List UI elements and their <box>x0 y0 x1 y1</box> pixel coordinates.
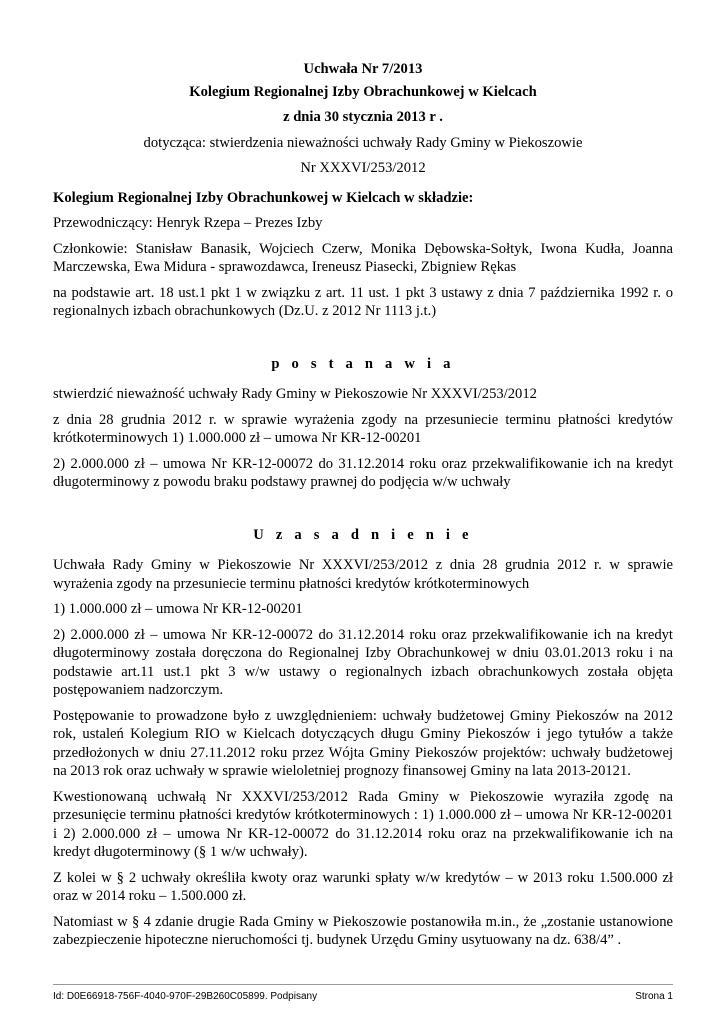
decision-para-3: 2) 2.000.000 zł – umowa Nr KR-12-00072 do 31.12.2014 roku oraz przekwalifikowanie ich na kredyt długoterminowy z powodu braku podstawy prawnej do podjęcia w/w uchwały <box>53 455 673 490</box>
decision-para-2: z dnia 28 grudnia 2012 r. w sprawie wyrażenia zgody na przesuniecie terminu płatności kredytów krótkoterminowych 1) 1.000.000 zł – umowa Nr KR-12-00201 <box>53 411 673 446</box>
justification-para-1: Uchwała Rady Gminy w Piekoszowie Nr XXXVI/253/2012 z dnia 28 grudnia 2012 r. w sprawie wyrażenia zgody na przesuniecie terminu płatności kredytów krótkoterminowych <box>53 557 673 592</box>
resolution-subject-number: Nr XXXVI/253/2012 <box>300 160 426 176</box>
page-footer <box>53 984 673 1003</box>
decision-heading: p o s t a n a w i a <box>271 355 455 372</box>
justification-heading: U z a s a d n i e n i e <box>253 526 473 543</box>
decision-para-1: stwierdzić nieważność uchwały Rady Gminy w Piekoszowie Nr XXXVI/253/2012 <box>53 386 537 402</box>
resolution-date: z dnia 30 stycznia 2013 r . <box>283 109 443 125</box>
resolution-subject: dotycząca: stwierdzenia nieważności uchwały Rady Gminy w Piekoszowie <box>143 134 583 151</box>
justification-para-7: Natomiast w § 4 zdanie drugie Rada Gminy w Piekoszowie postanowiła m.in., że „zostanie ustanowione zabezpieczenie hipoteczne nieruchomości tj. budynek Urzędu Gminy usytuowany na dz. 638/4” . <box>53 913 673 948</box>
legal-basis: na podstawie art. 18 ust.1 pkt 1 w związku z art. 11 ust. 1 pkt 3 ustawy z dnia 7 października 1992 r. o regionalnych izbach obrachunkowych (Dz.U. z 2012 Nr 1113 j.t.) <box>53 284 673 319</box>
justification-para-3: 2) 2.000.000 zł – umowa Nr KR-12-00072 do 31.12.2014 roku oraz przekwalifikowanie ich na kredyt długoterminowy została doręczona do Regionalnej Izby Obrachunkowej w dniu 03.01.2013 roku i na podstawie art.11 ust.1 pkt 3 w/w ustawy o regionalnych izbach obrachunkowych została objęta postępowaniem nadzorczym. <box>53 626 673 698</box>
issuing-body: Kolegium Regionalnej Izby Obrachunkowej w Kielcach <box>189 83 537 100</box>
justification-para-4: Postępowanie to prowadzone było z uwzględnieniem: uchwały budżetowej Gminy Piekoszów na 2012 rok, ustaleń Kolegium RIO w Kielcach dotyczących długu Gminy Piekoszów i jego tytułów a także przedłożonych w dniu 27.11.2012 roku przez Wójta Gminy Piekoszów projektów: uchwały budżetowej na 2013 rok oraz uchwały w sprawie wieloletniej prognozy finansowej Gminy na lata 2013-20121. <box>53 707 673 779</box>
document-page <box>53 60 673 950</box>
composition-members: Członkowie: Stanisław Banasik, Wojciech Czerw, Monika Dębowska-Sołtyk, Iwona Kudła, Joanna Marczewska, Ewa Midura - sprawozdawca, Ireneusz Piasecki, Zbigniew Rękas <box>53 240 673 275</box>
composition-chair: Przewodniczący: Henryk Rzepa – Prezes Izby <box>53 215 323 231</box>
justification-para-5: Kwestionowaną uchwałą Nr XXXVI/253/2012 Rada Gminy w Piekoszowie wyraziła zgodę na przesunięcie terminu płatności kredytów krótkoterminowych : 1) 1.000.000 zł – umowa Nr KR-12-00201 i 2) 2.000.000 zł – umowa Nr KR-12-00072 do 31.12.2014 roku oraz na przekwalifikowanie ich na kredyt długoterminowy (§ 1 w/w uchwały). <box>53 788 673 860</box>
document-id: Id: D0E66918-756F-4040-970F-29B260C05899. Podpisany <box>53 991 318 1002</box>
justification-para-6: Z kolei w § 2 uchwały określiła kwoty oraz warunki spłaty w/w kredytów – w 2013 roku 1.500.000 zł oraz w 2014 roku – 1.500.000 zł. <box>53 869 673 904</box>
resolution-number: Uchwała Nr 7/2013 <box>303 61 423 77</box>
justification-para-2: 1) 1.000.000 zł – umowa Nr KR-12-00201 <box>53 601 303 617</box>
composition-heading: Kolegium Regionalnej Izby Obrachunkowej w Kielcach w składzie: <box>53 189 474 206</box>
page-number: Strona 1 <box>635 991 673 1002</box>
